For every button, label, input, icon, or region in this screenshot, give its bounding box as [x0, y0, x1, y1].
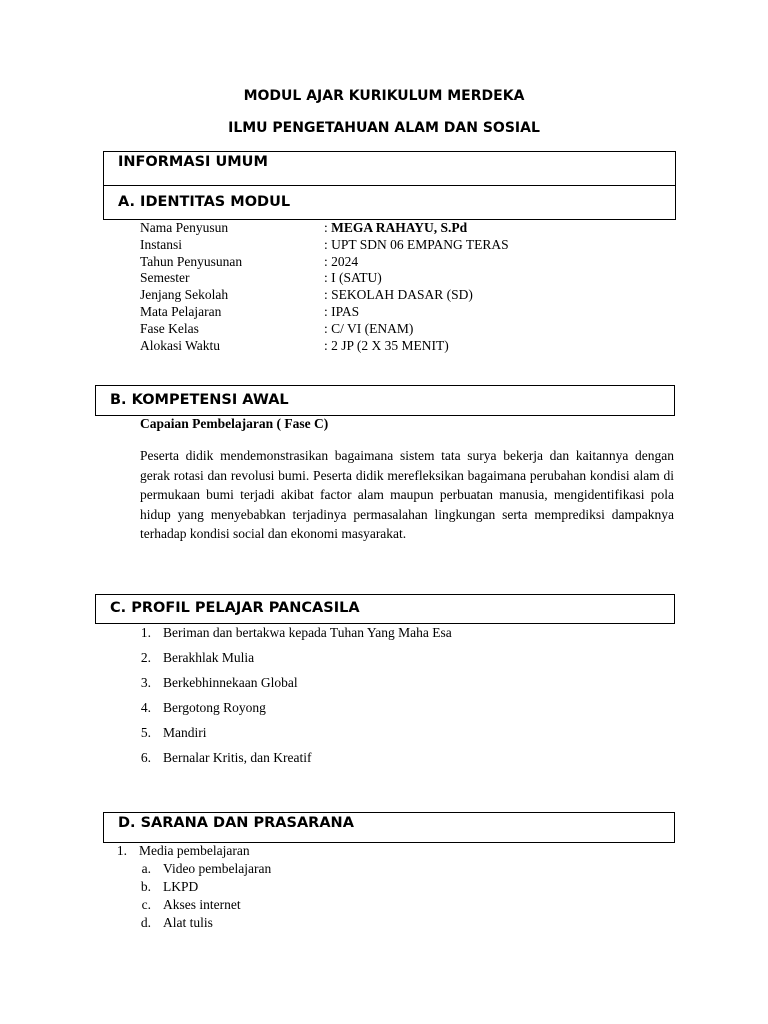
section-profil-pelajar-title: C. PROFIL PELAJAR PANCASILA [110, 600, 360, 616]
identitas-value: : MEGA RAHAYU, S.Pd [324, 220, 468, 235]
identitas-value: : 2024 [324, 254, 359, 269]
identitas-label: Instansi [140, 237, 182, 252]
identitas-value: : SEKOLAH DASAR (SD) [324, 287, 473, 302]
section-identitas-modul [103, 185, 676, 220]
section-informasi-umum-title: INFORMASI UMUM [118, 154, 268, 170]
document-subtitle: ILMU PENGETAHUAN ALAM DAN SOSIAL [228, 120, 540, 136]
identitas-label: Tahun Penyusunan [140, 254, 243, 269]
section-identitas-modul-title: A. IDENTITAS MODUL [118, 194, 291, 210]
section-sarana-prasarana-title: D. SARANA DAN PRASARANA [118, 815, 354, 831]
identitas-value: : I (SATU) [324, 270, 382, 285]
identitas-value: : 2 JP (2 X 35 MENIT) [324, 338, 449, 353]
identitas-value: : C/ VI (ENAM) [324, 321, 414, 336]
document-title: MODUL AJAR KURIKULUM MERDEKA [243, 88, 525, 104]
capaian-paragraph: Peserta didik mendemonstrasikan bagaimana sistem tata surya bekerja dan kaitannya dengan gerak rotasi dan revolusi bumi. Peserta didik merefleksikan bagaimana perubahan kondisi alam di permukaan bumi terjadi akibat factor alam maupun perbuatan manusia, mengidentifikasi pola hidup yang menyebabkan terjadinya permasalahan lingkungan serta memprediksi dampaknya terhadap kondisi social dan ekonomi masyarakat. [140, 448, 674, 541]
section-sarana-prasarana [103, 812, 675, 843]
identitas-label: Nama Penyusun [140, 220, 229, 235]
identitas-label: Jenjang Sekolah [140, 287, 229, 302]
section-informasi-umum [103, 151, 676, 186]
identitas-label: Mata Pelajaran [140, 304, 222, 319]
capaian-heading: Capaian Pembelajaran ( Fase C) [140, 416, 329, 431]
section-kompetensi-awal-title: B. KOMPETENSI AWAL [110, 392, 289, 408]
identitas-label: Alokasi Waktu [140, 338, 221, 353]
identitas-value: : IPAS [324, 304, 360, 319]
section-profil-pelajar [95, 594, 675, 624]
identitas-label: Fase Kelas [140, 321, 199, 336]
identitas-label: Semester [140, 270, 190, 285]
identitas-value: : UPT SDN 06 EMPANG TERAS [324, 237, 509, 252]
section-kompetensi-awal [95, 385, 675, 416]
